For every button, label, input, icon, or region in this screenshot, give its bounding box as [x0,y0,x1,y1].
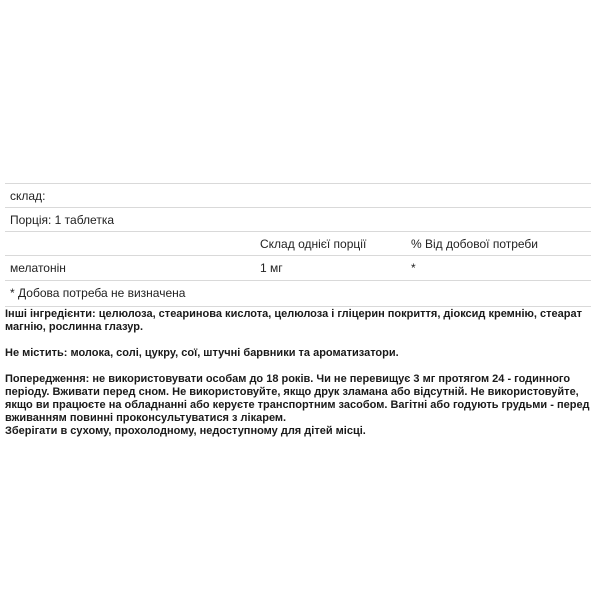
storage-text: Зберігати в сухому, прохолодному, недоступному для дітей місці. [5,425,366,437]
daily-value-footnote: * Добова потреба не визначена [10,286,186,300]
footnote-row [5,281,591,307]
ingredient-daily-value: * [411,261,416,275]
other-ingredients-text: Інші інгредієнти: целюлоза, стеаринова кислота, целюлоза і гліцерин покриття, діоксид кремнію, стеарат магнію, рослинна глазур. [5,308,582,333]
free-of-text: Не містить: молока, солі, цукру, сої, штучні барвники та ароматизатори. [5,347,399,359]
product-notes [5,308,593,438]
supplement-facts-table [5,183,591,307]
serving-row [5,208,591,232]
table-title-row [5,184,591,208]
serving-size: Порція: 1 таблетка [10,213,115,227]
ingredient-amount: 1 мг [260,261,283,275]
composition-title: склад: [10,189,46,203]
daily-value-header: % Від добової потреби [411,237,539,251]
per-serving-header: Склад однієї порції [260,237,367,251]
warning-text: Попередження: не використовувати особам до 18 років. Чи не перевищує 3 мг протягом 24 - годинного періоду. Вживати перед сном. Не використовуйте, якщо друк зламана або відсутній. Не використовуйте, якщо ви працюєте на обладнанні або керуєте транспортним засобом. Вагітні або годують грудьми - перед вживанням повинні проконсультуватися з лікарем. [5,373,590,424]
table-row [5,256,591,281]
table-header-row [5,232,591,256]
ingredient-name: мелатонін [10,261,66,275]
